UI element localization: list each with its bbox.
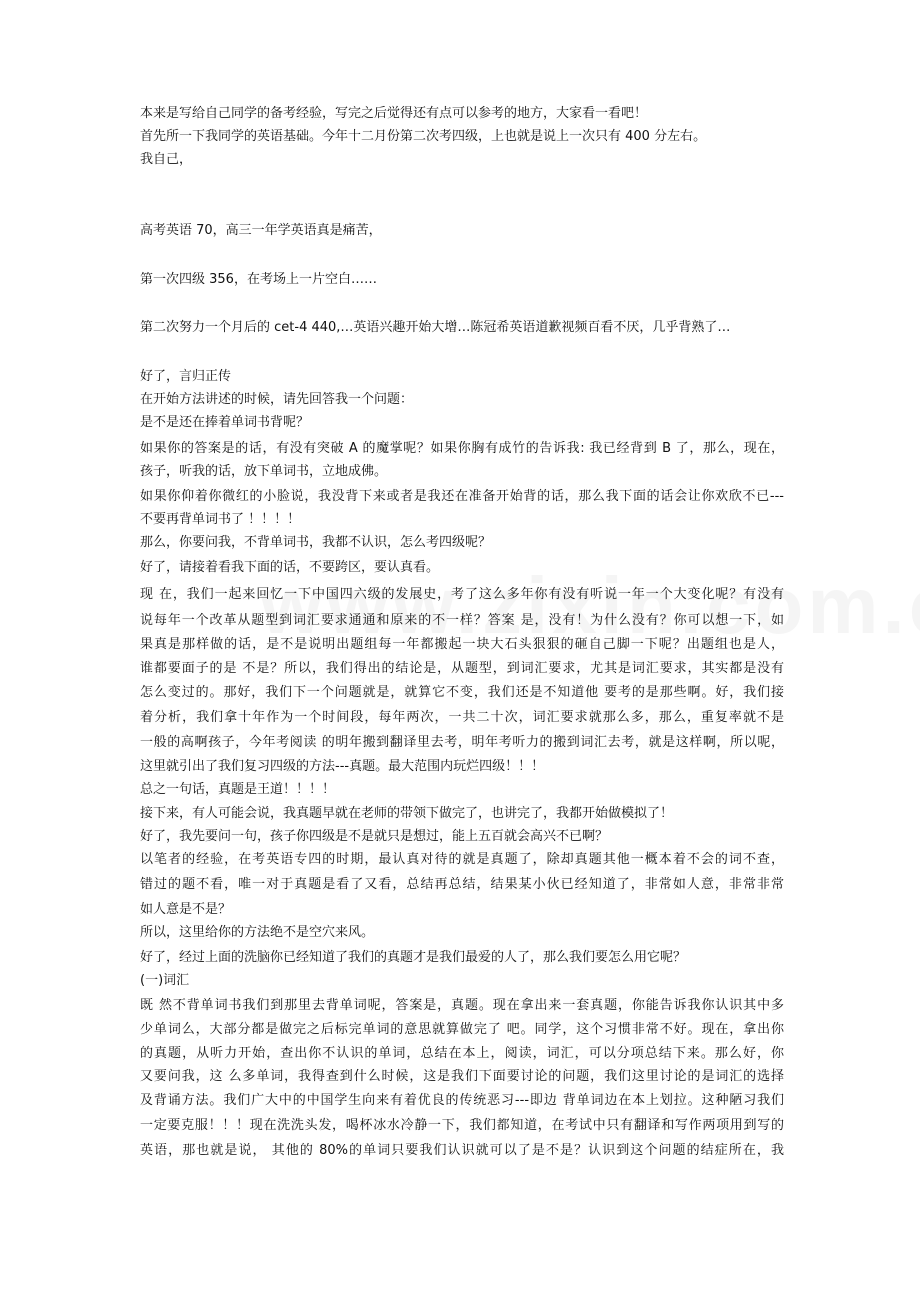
text-line: 如果你仰着你微红的小脸说，我没背下来或者是我还在准备开始背的话，那么我下面的话会让你欢欣不已--- — [140, 489, 784, 504]
text-line: 总之一句话，真题是王道！！！！ — [140, 782, 336, 797]
text-line: 那么，你要问我，不背单词书，我都不认识，怎么考四级呢？ — [140, 535, 492, 550]
text-line: 好了，请接着看我下面的话，不要跨区，要认真看。 — [140, 560, 440, 575]
text-line: 一般的高啊孩子，今年考阅读 的明年搬到翻译里去考，明年考听力的搬到词汇去考，就是这样啊，所以呢， — [140, 735, 784, 750]
text-line: 怎么变过的。那好，我们下一个问题就是，就算它不变，我们还是不知道他 要考的是那些啊。好，我们接 — [140, 685, 784, 700]
text-line: 我自己， — [140, 152, 193, 167]
text-line: 在开始方法讲述的时候，请先回答我一个问题： — [140, 392, 414, 407]
text-line: (一)词汇 — [140, 973, 190, 988]
text-line: 一定要克服！！！现在洗洗头发，喝杯冰水冷静一下，我们都知道，在考试中只有翻译和写作两项用到写的 — [140, 1118, 784, 1133]
text-line: 现 在，我们一起来回忆一下中国四六级的发展史，考了这么多年你有没有听说一年一个大变化呢？有没有 — [140, 587, 784, 602]
text-line: 及背诵方法。我们广大中的中国学生向来有着优良的传统恶习---即边 背单词边在本上划拉。这种陋习我们 — [140, 1093, 784, 1108]
text-line: 说每年一个改革从题型到词汇要求通通和原来的不一样？答案 是，没有！为什么没有？你可以想一下，如 — [140, 613, 784, 628]
text-line: 果真是那样做的话，是不是说明出题组每一年都搬起一块大石头狠狠的砸自己脚一下呢？出题组也是人， — [140, 637, 784, 652]
text-line: 错过的题不看，唯一对于真题是看了又看，总结再总结，结果某小伙已经知道了，非常如人意，非常非常 — [140, 877, 784, 892]
text-line: 所以，这里给你的方法绝不是空穴来风。 — [140, 925, 375, 940]
text-line: 第一次四级 356，在考场上一片空白…… — [140, 272, 377, 287]
text-line: 少单词么，大部分都是做完之后标完单词的意思就算做完了 吧。同学，这个习惯非常不好。现在，拿出你 — [140, 1022, 784, 1037]
text-line: 既 然不背单词书我们到那里去背单词呢，答案是，真题。现在拿出来一套真题，你能告诉我你认识其中多 — [140, 998, 784, 1013]
text-line: 高考英语 70，高三一年学英语真是痛苦， — [140, 223, 382, 238]
text-line: 本来是写给自己同学的备考经验，写完之后觉得还有点可以参考的地方，大家看一看吧！ — [140, 106, 648, 121]
text-line: 着分析，我们拿十年作为一个时间段，每年两次，一共二十次，词汇要求就那么多，那么，重复率就不是 — [140, 710, 784, 725]
text-line: 又要问我，这 么多单词，我得查到什么时候，这是我们下面要讨论的问题，我们这里讨论的是词汇的选择 — [140, 1069, 784, 1084]
text-line: 如果你的答案是的话，有没有突破 A 的魔掌呢？如果你胸有成竹的告诉我: 我已经背到 B 了，那么，现在， — [140, 441, 784, 456]
text-line: 谁都要面子的是 不是？所以，我们得出的结论是，从题型，到词汇要求，尤其是词汇要求，其实都是没有 — [140, 661, 784, 676]
text-line: 英语，那也就是说， 其他的 80%的单词只要我们认识就可以了是不是？认识到这个问题的结症所在，我 — [140, 1143, 784, 1158]
text-line: 好了，我先要问一句，孩子你四级是不是就只是想过，能上五百就会高兴不已啊？ — [140, 829, 609, 844]
text-line: 这里就引出了我们复习四级的方法---真题。最大范围内玩烂四级！！！ — [140, 759, 545, 774]
text-line: 第二次努力一个月后的 cet-4 440,…英语兴趣开始大增…陈冠希英语道歉视频百看不厌，几乎背熟了… — [140, 320, 731, 335]
text-line: 不要再背单词书了 ！！！！ — [140, 512, 301, 527]
text-line: 的真题，从听力开始，查出你不认识的单词，总结在本上，阅读，词汇，可以分项总结下来。那么好，你 — [140, 1046, 784, 1061]
text-line: 接下来，有人可能会说，我真题早就在老师的带领下做完了，也讲完了，我都开始做模拟了！ — [140, 806, 674, 821]
text-line: 好了，言归正传 — [140, 369, 232, 384]
text-line: 以笔者的经验，在考英语专四的时期，最认真对待的就是真题了，除却真题其他一概本着不会的词不查， — [140, 852, 784, 867]
text-line: 如人意是不是？ — [140, 902, 232, 917]
text-line: 孩子，听我的话，放下单词书，立地成佛。 — [140, 464, 388, 479]
text-line: 是不是还在捧着单词书背呢？ — [140, 415, 310, 430]
text-line: 首先所一下我同学的英语基础。今年十二月份第二次考四级，上也就是说上一次只有 400 分左右。 — [140, 129, 707, 144]
text-line: 好了，经过上面的洗脑你已经知道了我们的真题才是我们最爱的人了，那么我们要怎么用它呢？ — [140, 950, 687, 965]
